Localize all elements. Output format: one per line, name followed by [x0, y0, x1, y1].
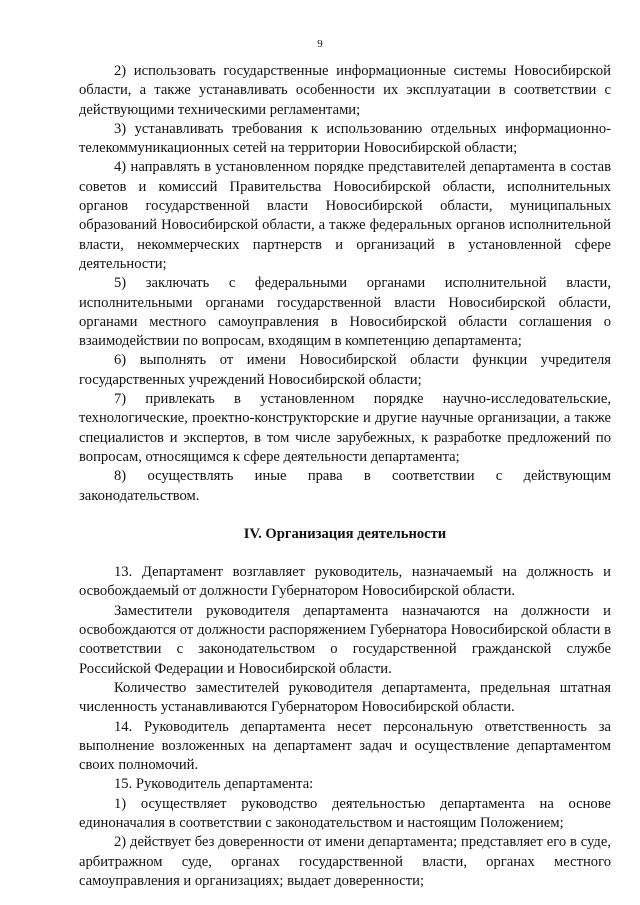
- paragraph-item-8: 8) осуществлять иные права в соответствии с действующим законодательством.: [79, 468, 611, 504]
- paragraph-14: 14. Руководитель департамента несет персональную ответственность за выполнение возложенных на департамент задач и осуществление департаментом своих полномочий.: [79, 718, 611, 774]
- paragraph-item-7: 7) привлекать в установленном порядке научно-исследовательские, технологические, проектно-конструкторские и другие научные организации, а также специалистов и экспертов, в том числе зарубежных, к разработке предложений по вопросам, относящимся к сфере деятельности департамента;: [79, 391, 611, 465]
- paragraph-15-item-2: 2) действует без доверенности от имени департамента; представляет его в суде, арбитражном суде, органах государственной власти, органах местного самоуправления и организациях; выдает доверенности;: [79, 834, 611, 889]
- paragraph-item-3: 3) устанавливать требования к использованию отдельных информационно-телекоммуникационных сетей на территории Новосибирской области;: [79, 120, 611, 157]
- paragraph-item-6: 6) выполнять от имени Новосибирской области функции учредителя государственных учреждений Новосибирской области;: [79, 352, 611, 388]
- paragraph-item-5: 5) заключать с федеральными органами исполнительной власти, исполнительными органами государственной власти Новосибирской области, органами местного самоуправления в Новосибирской области соглашения о взаимодействии по вопросам, входящим в компетенцию департамента;: [79, 275, 611, 350]
- paragraph-15: 15. Руководитель департамента:: [114, 776, 314, 793]
- paragraph-item-2: 2) использовать государственные информационные системы Новосибирской области, а также устанавливать особенности их эксплуатации в соответствии с действующими техническими регламентами;: [79, 63, 611, 118]
- page-number: 9: [317, 38, 323, 50]
- paragraph-staffing: Количество заместителей руководителя департамента, предельная штатная численность устанавливаются Губернатором Новосибирской области.: [79, 679, 611, 716]
- paragraph-item-4: 4) направлять в установленном порядке представителей департамента в состав советов и комиссий Правительства Новосибирской области, исполнительных органов государственной власти Новосибирской области, муниципальных образований Новосибирской области, а также федеральных органов исполнительной власти, некоммерческих партнерств и организаций в установленной сфере деятельности;: [79, 159, 611, 272]
- paragraph-15-item-1: 1) осуществляет руководство деятельностью департамента на основе единоначалия в соответствии с законодательством и настоящим Положением;: [79, 795, 611, 831]
- paragraph-13: 13. Департамент возглавляет руководитель, назначаемый на должность и освобождаемый от должности Губернатором Новосибирской области.: [79, 564, 611, 600]
- section-heading: IV. Организация деятельности: [243, 525, 447, 542]
- document-body: [79, 62, 611, 891]
- paragraph-deputies: Заместители руководителя департамента назначаются на должности и освобождаются от должности распоряжением Губернатора Новосибирской области в соответствии с законодательством о государственной гражданской службе Российской Федерации и Новосибирской области.: [79, 602, 611, 677]
